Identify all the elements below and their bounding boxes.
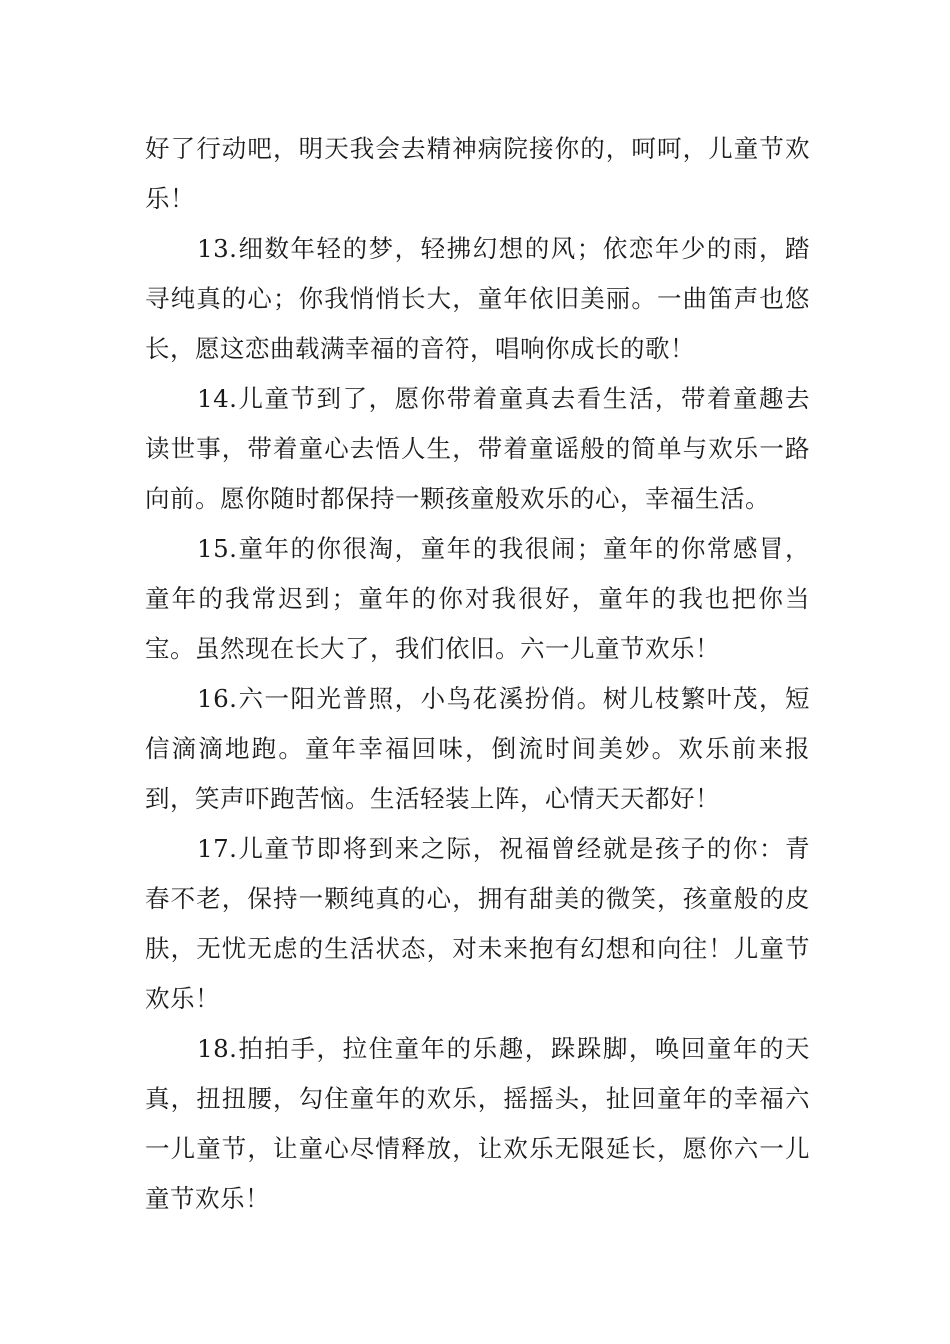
document-body (145, 124, 810, 1224)
paragraph-15: 15.童年的你很淘，童年的我很闹；童年的你常感冒，童年的我常迟到；童年的你对我很好，童年的我也把你当宝。虽然现在长大了，我们依旧。六一儿童节欢乐！ (145, 534, 810, 663)
paragraph-17: 17.儿童节即将到来之际，祝福曾经就是孩子的你：青春不老，保持一颗纯真的心，拥有甜美的微笑，孩童般的皮肤，无忧无虑的生活状态，对未来抱有幻想和向往！儿童节欢乐！ (145, 834, 810, 1013)
paragraph-16: 16.六一阳光普照，小鸟花溪扮俏。树儿枝繁叶茂，短信滴滴地跑。童年幸福回味，倒流时间美妙。欢乐前来报到，笑声吓跑苦恼。生活轻装上阵，心情天天都好！ (145, 684, 810, 813)
paragraph-12-continuation: 好了行动吧，明天我会去精神病院接你的，呵呵，儿童节欢乐！ (145, 134, 810, 213)
paragraph-14: 14.儿童节到了，愿你带着童真去看生活，带着童趣去读世事，带着童心去悟人生，带着童谣般的简单与欢乐一路向前。愿你随时都保持一颗孩童般欢乐的心，幸福生活。 (145, 384, 810, 513)
paragraph-13: 13.细数年轻的梦，轻拂幻想的风；依恋年少的雨，踏寻纯真的心；你我悄悄长大，童年依旧美丽。一曲笛声也悠长，愿这恋曲载满幸福的音符，唱响你成长的歌！ (145, 234, 810, 363)
paragraph-18: 18.拍拍手，拉住童年的乐趣，跺跺脚，唤回童年的天真，扭扭腰，勾住童年的欢乐，摇摇头，扯回童年的幸福六一儿童节，让童心尽情释放，让欢乐无限延长，愿你六一儿童节欢乐！ (145, 1034, 810, 1213)
